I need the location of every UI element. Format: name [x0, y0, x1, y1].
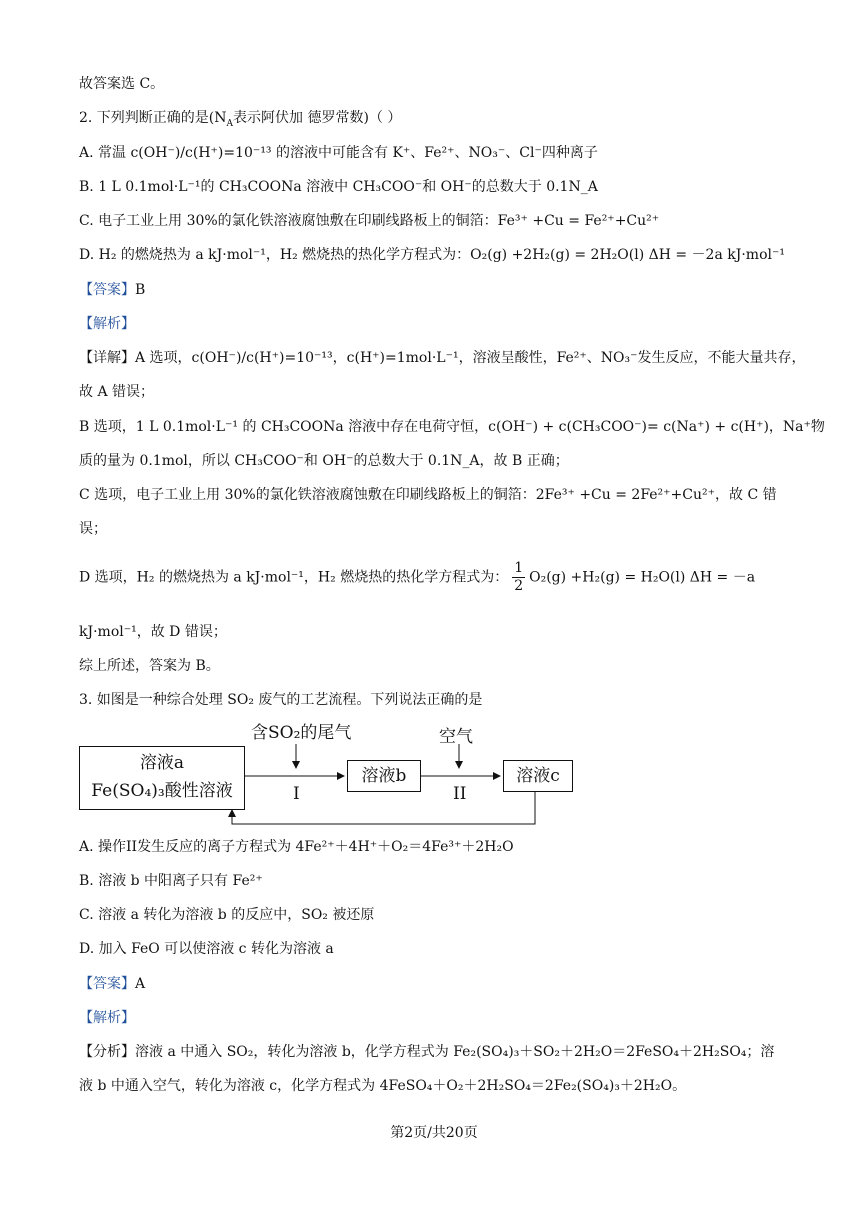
detail-line: 质的量为 0.1mol，所以 CH₃COO⁻和 OH⁻的总数大于 0.1N_A，故 B 正确； — [79, 453, 569, 469]
option-c: C. 电子工业上用 30%的氯化铁溶液腐蚀敷在印刷线路板上的铜箔：Fe³⁺ +Cu = Fe²⁺+Cu²⁺ — [79, 213, 660, 229]
analysis-tag: 【解析】 — [79, 316, 135, 332]
option-a: A. 常温 c(OH⁻)/c(H⁺)=10⁻¹³ 的溶液中可能含有 K⁺、Fe²⁺、NO₃⁻、Cl⁻四种离子 — [79, 145, 598, 161]
answer-value: A — [135, 976, 146, 992]
detail-line: 故 A 错误； — [79, 384, 155, 400]
analysis-line: 液 b 中通入空气，转化为溶液 c，化学方程式为 4FeSO₄＋O₂＋2H₂SO₄＝2Fe₂(SO₄)₃＋2H₂O。 — [79, 1078, 687, 1094]
detail-line-fraction: D 选项，H₂ 的燃烧热为 a kJ·mol⁻¹，H₂ 燃烧热的热化学方程式为： $\frac{1}{2}$ O₂(g) +H₂(g) = H₂O(l) ΔH = －a — [79, 560, 756, 594]
process-flow-diagram — [79, 718, 579, 833]
option-d: D. H₂ 的燃烧热为 a kJ·mol⁻¹，H₂ 燃烧热的热化学方程式为：O₂(g) +2H₂(g) = 2H₂O(l) ΔH = －2a kJ·mol⁻¹ — [79, 247, 785, 263]
option-d: D. 加入 FeO 可以使溶液 c 转化为溶液 a — [79, 941, 334, 957]
page-footer: 第2页/共20页 — [390, 1125, 478, 1141]
detail-line: 误； — [79, 521, 107, 537]
step-label-2: II — [453, 784, 467, 804]
solution-c-box: 溶液c — [503, 760, 573, 792]
analysis-tag: 【解析】 — [79, 1010, 135, 1026]
step-label-1: I — [293, 784, 300, 804]
input-label-air: 空气 — [439, 727, 473, 747]
option-c: C. 溶液 a 转化为溶液 b 的反应中，SO₂ 被还原 — [79, 907, 375, 923]
option-b: B. 1 L 0.1mol·L⁻¹的 CH₃COONa 溶液中 CH₃COO⁻和 OH⁻的总数大于 0.1N_A — [79, 179, 598, 195]
question-2-stem: 2. 下列判断正确的是($N_A$表示阿伏加 德罗常数)（ ） — [79, 110, 402, 129]
detail-line: B 选项，1 L 0.1mol·L⁻¹ 的 CH₃COONa 溶液中存在电荷守恒，c(OH⁻) + c(CH₃COO⁻)= c(Na⁺) + c(H⁺)，Na⁺物 — [79, 419, 825, 435]
option-a: A. 操作II发生反应的离子方程式为 4Fe²⁺＋4H⁺＋O₂＝4Fe³⁺＋2H₂O — [79, 839, 514, 855]
detail-line: 综上所述，答案为 B。 — [79, 658, 220, 674]
detail-line: C 选项，电子工业上用 30%的氯化铁溶液腐蚀敷在印刷线路板上的铜箔：2Fe³⁺ +Cu = 2Fe²⁺+Cu²⁺，故 C 错 — [79, 487, 777, 503]
solution-b-box: 溶液b — [347, 760, 421, 792]
analysis-line: 【分析】溶液 a 中通入 SO₂，转化为溶液 b，化学方程式为 Fe₂(SO₄)₃＋SO₂＋2H₂O＝2FeSO₄＋2H₂SO₄；溶 — [79, 1044, 775, 1060]
question-3-stem: 3. 如图是一种综合处理 SO₂ 废气的工艺流程。下列说法正确的是 — [79, 692, 483, 708]
detail-line: kJ·mol⁻¹，故 D 错误； — [79, 624, 227, 640]
answer-tag: 【答案】 — [79, 282, 135, 298]
fraction: $\frac{1}{2}$ — [514, 560, 524, 594]
input-label-tail-gas: 含SO₂的尾气 — [251, 723, 352, 743]
solution-a-box: 溶液a Fe(SO₄)₃酸性溶液 — [79, 746, 245, 810]
detail-line: 【详解】A 选项，c(OH⁻)/c(H⁺)=10⁻¹³，c(H⁺)=1mol·L⁻¹，溶液呈酸性，Fe²⁺、NO₃⁻发生反应，不能大量共存， — [79, 350, 806, 366]
text-line: 故答案选 C。 — [79, 76, 165, 92]
answer-value: B — [135, 282, 146, 298]
answer-line — [79, 280, 145, 300]
option-b: B. 溶液 b 中阳离子只有 Fe²⁺ — [79, 873, 263, 889]
answer-tag: 【答案】 — [79, 976, 135, 992]
answer-line — [79, 974, 145, 994]
